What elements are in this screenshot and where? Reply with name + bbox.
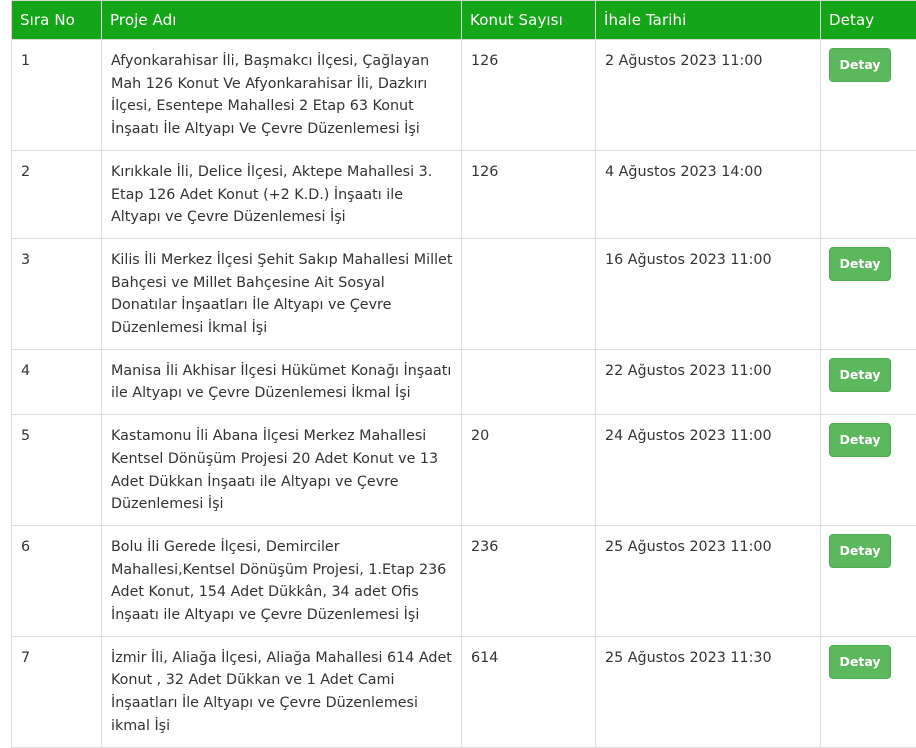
table-row xyxy=(12,349,916,414)
housing-count: 126 xyxy=(462,40,596,151)
project-name: Kırıkkale İli, Delice İlçesi, Aktepe Mahallesi 3. Etap 126 Adet Konut (+2 K.D.) İnşaatı ile Altyapı ve Çevre Düzenlemesi İşi xyxy=(102,150,462,238)
tender-date: 25 Ağustos 2023 11:30 xyxy=(596,636,821,747)
row-number: 5 xyxy=(12,415,102,526)
header-ihale-tarihi: İhale Tarihi xyxy=(596,1,821,40)
detail-cell xyxy=(821,238,916,349)
header-row xyxy=(12,1,916,40)
project-name: Kilis İli Merkez İlçesi Şehit Sakıp Mahallesi Millet Bahçesi ve Millet Bahçesine Ait Sosyal Donatılar İnşaatları İle Altyapı ve Çevre Düzenlemesi İkmal İşi xyxy=(102,238,462,349)
detail-cell xyxy=(821,415,916,526)
detail-button[interactable]: Detay xyxy=(829,534,891,568)
tender-table xyxy=(11,0,916,748)
detail-button[interactable]: Detay xyxy=(829,48,891,82)
detail-button[interactable]: Detay xyxy=(829,423,891,457)
table-row xyxy=(12,40,916,151)
housing-count: 614 xyxy=(462,636,596,747)
table-row xyxy=(12,238,916,349)
housing-count: 20 xyxy=(462,415,596,526)
table-row xyxy=(12,525,916,636)
detail-cell xyxy=(821,150,916,238)
project-name: Kastamonu İli Abana İlçesi Merkez Mahallesi Kentsel Dönüşüm Projesi 20 Adet Konut ve 13 Adet Dükkan İnşaatı ile Altyapı ve Çevre Düzenlemesi İşi xyxy=(102,415,462,526)
housing-count xyxy=(462,238,596,349)
row-number: 6 xyxy=(12,525,102,636)
housing-count xyxy=(462,349,596,414)
row-number: 4 xyxy=(12,349,102,414)
housing-count: 126 xyxy=(462,150,596,238)
project-name: İzmir İli, Aliağa İlçesi, Aliağa Mahallesi 614 Adet Konut , 32 Adet Dükkan ve 1 Adet Cami İnşaatları İle Altyapı ve Çevre Düzenlemesi ikmal İşi xyxy=(102,636,462,747)
detail-cell xyxy=(821,636,916,747)
detail-button[interactable]: Detay xyxy=(829,247,891,281)
row-number: 3 xyxy=(12,238,102,349)
row-number: 7 xyxy=(12,636,102,747)
header-detay: Detay xyxy=(821,1,916,40)
tender-date: 22 Ağustos 2023 11:00 xyxy=(596,349,821,414)
header-konut-sayisi: Konut Sayısı xyxy=(462,1,596,40)
project-name: Manisa İli Akhisar İlçesi Hükümet Konağı İnşaatı ile Altyapı ve Çevre Düzenlemesi İkmal İşi xyxy=(102,349,462,414)
row-number: 2 xyxy=(12,150,102,238)
detail-button[interactable]: Detay xyxy=(829,645,891,679)
table-row xyxy=(12,150,916,238)
detail-cell xyxy=(821,525,916,636)
header-proje-adi: Proje Adı xyxy=(102,1,462,40)
detail-button[interactable]: Detay xyxy=(829,358,891,392)
project-name: Afyonkarahisar İli, Başmakcı İlçesi, Çağlayan Mah 126 Konut Ve Afyonkarahisar İli, Dazkırı İlçesi, Esentepe Mahallesi 2 Etap 63 Konut İnşaatı İle Altyapı Ve Çevre Düzenlemesi İşi xyxy=(102,40,462,151)
tender-date: 4 Ağustos 2023 14:00 xyxy=(596,150,821,238)
project-name: Bolu İli Gerede İlçesi, Demirciler Mahallesi,Kentsel Dönüşüm Projesi, 1.Etap 236 Adet Konut, 154 Adet Dükkân, 34 adet Ofis İnşaatı ile Altyapı ve Çevre Düzenlemesi İşi xyxy=(102,525,462,636)
detail-cell xyxy=(821,349,916,414)
detail-cell xyxy=(821,40,916,151)
header-sira-no: Sıra No xyxy=(12,1,102,40)
housing-count: 236 xyxy=(462,525,596,636)
tender-date: 25 Ağustos 2023 11:00 xyxy=(596,525,821,636)
table-body xyxy=(12,40,916,748)
tender-date: 2 Ağustos 2023 11:00 xyxy=(596,40,821,151)
tender-date: 16 Ağustos 2023 11:00 xyxy=(596,238,821,349)
row-number: 1 xyxy=(12,40,102,151)
tender-date: 24 Ağustos 2023 11:00 xyxy=(596,415,821,526)
table-row xyxy=(12,636,916,747)
table-row xyxy=(12,415,916,526)
table-header xyxy=(12,1,916,40)
